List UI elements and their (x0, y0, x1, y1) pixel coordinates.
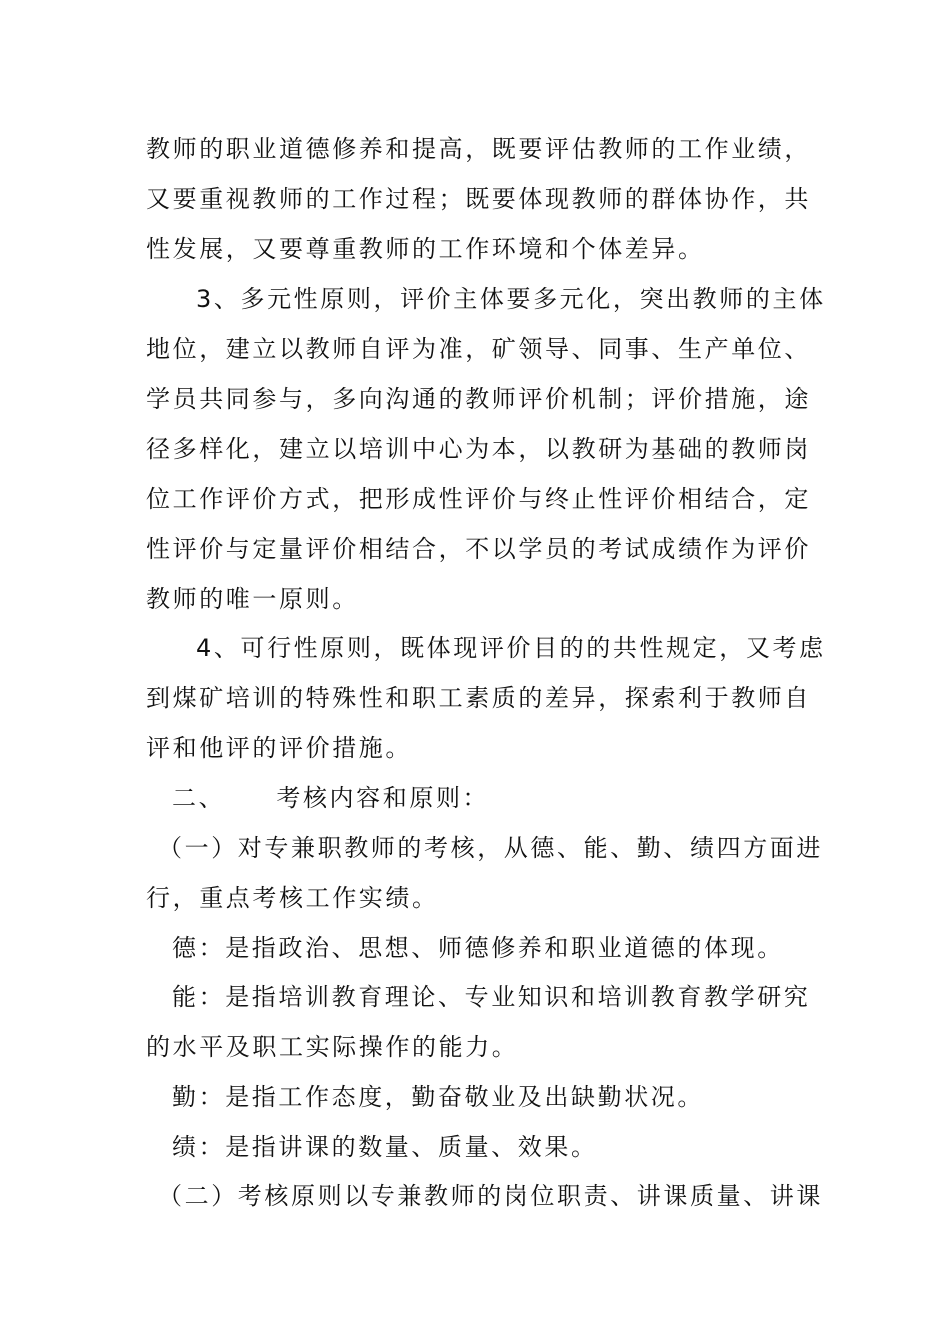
text-line: 勤：是指工作态度，勤奋敬业及出缺勤状况。 (172, 1083, 704, 1111)
text-line: 教师的职业道德修养和提高，既要评估教师的工作业绩， (146, 135, 811, 163)
text-line: 行，重点考核工作实绩。 (146, 884, 439, 912)
section-heading: 二、 考核内容和原则： (172, 784, 490, 812)
text-line: 3、多元性原则，评价主体要多元化，突出教师的主体 (196, 285, 826, 313)
text-line: 径多样化，建立以培训中心为本，以教研为基础的教师岗 (146, 435, 811, 463)
text-line: （二）考核原则以专兼教师的岗位职责、讲课质量、讲课 (158, 1182, 823, 1210)
text-line: 绩：是指讲课的数量、质量、效果。 (172, 1133, 598, 1161)
text-line: 性评价与定量评价相结合，不以学员的考试成绩作为评价 (146, 535, 811, 563)
text-line: 德：是指政治、思想、师德修养和职业道德的体现。 (172, 934, 784, 962)
text-line: 又要重视教师的工作过程；既要体现教师的群体协作，共 (146, 185, 811, 213)
text-line: 评和他评的评价措施。 (146, 734, 412, 762)
text-line: 地位，建立以教师自评为准，矿领导、同事、生产单位、 (146, 335, 811, 363)
text-line: 的水平及职工实际操作的能力。 (146, 1033, 519, 1061)
text-line: 教师的唯一原则。 (146, 585, 359, 613)
text-line: 学员共同参与，多向沟通的教师评价机制；评价措施，途 (146, 385, 811, 413)
text-line: 能：是指培训教育理论、专业知识和培训教育教学研究 (172, 983, 811, 1011)
text-line: （一）对专兼职教师的考核，从德、能、勤、绩四方面进 (158, 834, 823, 862)
text-line: 到煤矿培训的特殊性和职工素质的差异，探索利于教师自 (146, 684, 811, 712)
text-line: 位工作评价方式，把形成性评价与终止性评价相结合，定 (146, 485, 811, 513)
text-line: 4、可行性原则，既体现评价目的的共性规定，又考虑 (196, 634, 826, 662)
text-line: 性发展，又要尊重教师的工作环境和个体差异。 (146, 235, 705, 263)
